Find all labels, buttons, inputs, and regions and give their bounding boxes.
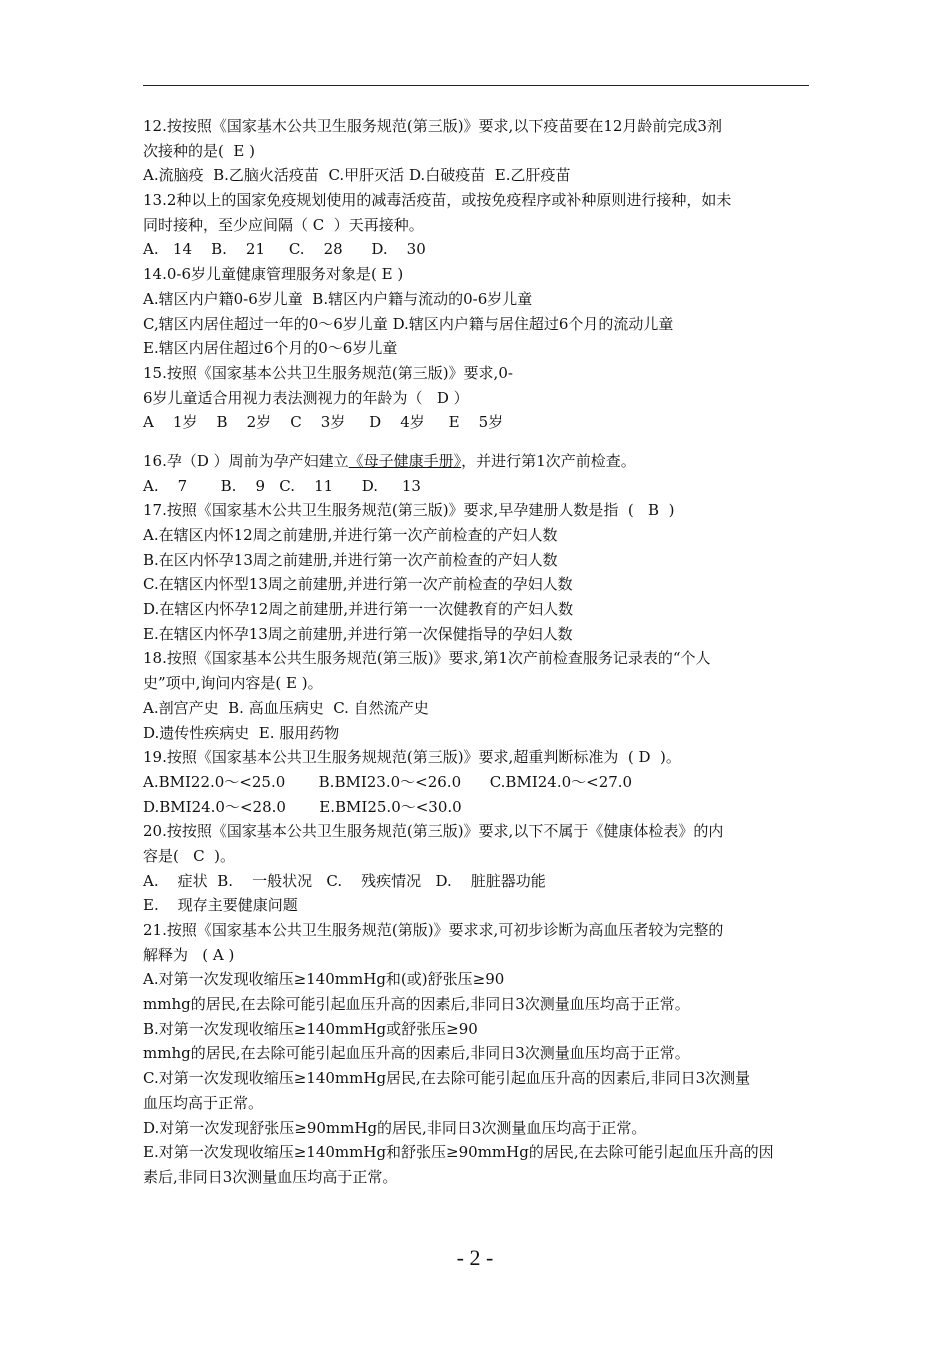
text-line: 次接种的是( E ) <box>143 141 255 160</box>
text-line: 6岁儿童适合用视力表法测视力的年龄为（ D ） <box>143 388 469 407</box>
text-block-1 <box>143 114 809 435</box>
text-line: 血压均高于正常。 <box>143 1093 264 1112</box>
text-line: D.遗传性疾病史 E. 服用药物 <box>143 723 340 742</box>
text-line: mmhg的居民,在去除可能引起血压升高的因素后,非同日3次测量血压均高于正常。 <box>143 1044 690 1063</box>
text-line: C.对第一次发现收缩压≥140mmHg居民,在去除可能引起血压升高的因素后,非同日3次测量 <box>143 1069 751 1088</box>
page-number: - 2 - <box>456 1245 494 1270</box>
text-line: E. 现存主要健康问题 <box>143 896 298 915</box>
text-line: 20.按按照《国家基本公共卫生服务规范(第三版)》要求,以下不属于《健康体检表》的内 <box>143 822 724 841</box>
text-line: 21.按照《国家基本公共卫生服务规范(第版)》要求求,可初步诊断为高血压者较为完整的 <box>143 921 724 939</box>
page-content <box>143 114 809 1190</box>
q16-handbook-title: 《母子健康手册》 <box>348 451 462 470</box>
text-line: A.流脑疫 B.乙脑火活疫苗 C.甲肝灭活 D.白破疫苗 E.乙肝疫苗 <box>143 166 571 185</box>
q16-after: ，并进行第1次产前检查。 <box>461 451 636 470</box>
text-line: D.在辖区内怀孕12周之前建册,并进行第一一次健教育的产妇人数 <box>143 600 574 619</box>
text-line: B.对第一次发现收缩压≥140mmHg或舒张压≥90 <box>143 1019 478 1038</box>
text-line: A.在辖区内怀12周之前建册,并进行第一次产前检查的产妇人数 <box>143 526 558 544</box>
text-line: 容是( C )。 <box>143 846 236 865</box>
text-line: D.BMI24.0～<28.0 E.BMI25.0～<30.0 <box>143 797 462 816</box>
text-line: A.BMI22.0～<25.0 B.BMI23.0～<26.0 C.BMI24.0～<27.0 <box>143 772 633 791</box>
text-line: 12.按按照《国家基木公共卫生服务规范(第三版)》要求,以下疫苗要在12月龄前完成3剂 <box>143 117 722 135</box>
text-line: D.对第一次发现舒张压≥90mmHg的居民,非同日3次测量血压均高于正常。 <box>143 1118 647 1137</box>
text-line: 素后,非同日3次测量血压均高于正常。 <box>143 1167 398 1186</box>
text-line: A. 14 B. 21 C. 28 D. 30 <box>143 240 426 259</box>
text-line: E.在辖区内怀孕13周之前建册,并进行第一次保健指导的孕妇人数 <box>143 624 573 643</box>
text-line: mmhg的居民,在去除可能引起血压升高的因素后,非同日3次测量血压均高于正常。 <box>143 995 690 1014</box>
text-block-2 <box>143 474 809 1190</box>
text-line: C,辖区内居住超过一年的0～6岁儿童 D.辖区内户籍与居住超过6个月的流动儿童 <box>143 314 674 333</box>
text-line: B.在区内怀孕13周之前建册,并进行第一次产前检查的产妇人数 <box>143 550 558 569</box>
text-line: 19.按照《国家基本公共卫生服务规规范(第三版)》要求,超重判断标准为 ( D )。 <box>143 748 681 767</box>
text-line: C.在辖区内怀型13周之前建册,并进行第一次产前检查的孕妇人数 <box>143 575 573 594</box>
header-rule <box>143 85 809 86</box>
text-line: 15.按照《国家基本公共卫生服务规范(第三版)》要求,0- <box>143 363 513 382</box>
text-line: 14.0-6岁儿童健康管理服务对象是( E ) <box>143 265 404 284</box>
question-16-line <box>143 449 809 474</box>
text-line: A.对第一次发现收缩压≥140mmHg和(或)舒张压≥90 <box>143 970 505 989</box>
text-line: 史”项中,询问内容是( E )。 <box>143 674 323 693</box>
text-line: A.剖宫产史 B. 高血压病史 C. 自然流产史 <box>143 698 429 717</box>
text-line: A. 7 B. 9 C. 11 D. 13 <box>143 476 421 495</box>
text-line: A 1岁 B 2岁 C 3岁 D 4岁 E 5岁 <box>143 413 504 432</box>
text-line: A.辖区内户籍0-6岁儿童 B.辖区内户籍与流动的0-6岁儿童 <box>143 289 533 308</box>
paragraph-gap <box>143 435 809 449</box>
text-line: 18.按照《国家基本公共生服务规范(第三版)》要求,第1次产前检查服务记录表的“个人 <box>143 649 711 668</box>
text-line: 17.按照《国家基木公共卫生服务规范(第三版)》要求,早孕建册人数是指 ( B ) <box>143 501 675 520</box>
text-line: 解释为 ( A ) <box>143 945 235 964</box>
text-line: 同时接种，至少应间隔（ C ）天再接种。 <box>143 215 424 234</box>
text-line: 13.2种以上的国家免疫规划使用的减毒活疫苗，或按免疫程序或补种原则进行接种，如未 <box>143 191 732 210</box>
text-line: A. 症状 B. 一般状况 C. 残疾情况 D. 脏脏器功能 <box>143 871 546 890</box>
text-line: E.对第一次发现收缩压≥140mmHg和舒张压≥90mmHg的居民,在去除可能引起血压升高的因 <box>143 1143 774 1162</box>
q16-before: 16.孕（D ）周前为孕产妇建立 <box>143 451 349 470</box>
text-line: E.辖区内居住超过6个月的0～6岁儿童 <box>143 339 398 358</box>
